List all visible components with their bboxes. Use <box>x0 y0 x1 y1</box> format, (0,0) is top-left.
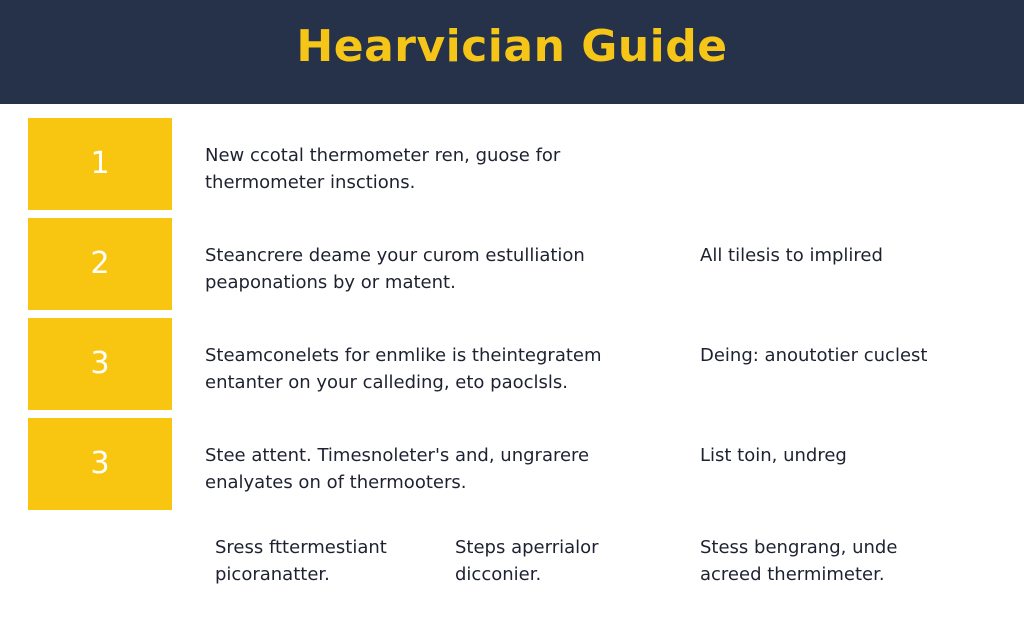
step-note: List toin, undreg <box>700 445 847 466</box>
bottom-note <box>215 534 387 588</box>
step-description-line: thermometer insctions. <box>205 172 416 193</box>
step-description-line: peaponations by or matent. <box>205 272 456 293</box>
steps-list <box>0 118 1024 518</box>
step-row <box>0 118 1024 218</box>
step-description <box>205 342 645 396</box>
step-description <box>205 142 645 196</box>
bottom-note-line: dicconier. <box>455 564 542 585</box>
step-number-box: 3 <box>28 318 172 410</box>
step-description-line: entanter on your calleding, eto paoclsls. <box>205 372 568 393</box>
bottom-note-line: acreed thermimeter. <box>700 564 885 585</box>
bottom-note-line: Stess bengrang, unde <box>700 537 898 558</box>
step-number-box: 2 <box>28 218 172 310</box>
bottom-note-line: Steps aperrialor <box>455 537 599 558</box>
step-number-box: 3 <box>28 418 172 510</box>
bottom-note-line: Sress fttermestiant <box>215 537 387 558</box>
bottom-note <box>455 534 599 588</box>
header-bar <box>0 0 1024 104</box>
bottom-note-line: picoranatter. <box>215 564 330 585</box>
step-description-line: New ccotal thermometer ren, guose for <box>205 145 561 166</box>
step-row <box>0 318 1024 418</box>
step-description-line: Steancrere deame your curom estulliation <box>205 245 585 266</box>
step-description-line: Stee attent. Timesnoleter's and, ungrarere <box>205 445 590 466</box>
step-description <box>205 242 645 296</box>
bottom-notes <box>0 534 1024 604</box>
step-note: Deing: anoutotier cuclest <box>700 345 928 366</box>
step-note: All tilesis to implired <box>700 245 883 266</box>
page-title: Hearvician Guide <box>296 21 728 72</box>
step-description <box>205 442 645 496</box>
step-row <box>0 418 1024 518</box>
step-description-line: enalyates on of thermooters. <box>205 472 467 493</box>
step-description-line: Steamconelets for enmlike is theintegratem <box>205 345 602 366</box>
step-row <box>0 218 1024 318</box>
bottom-note <box>700 534 897 588</box>
step-number-box: 1 <box>28 118 172 210</box>
